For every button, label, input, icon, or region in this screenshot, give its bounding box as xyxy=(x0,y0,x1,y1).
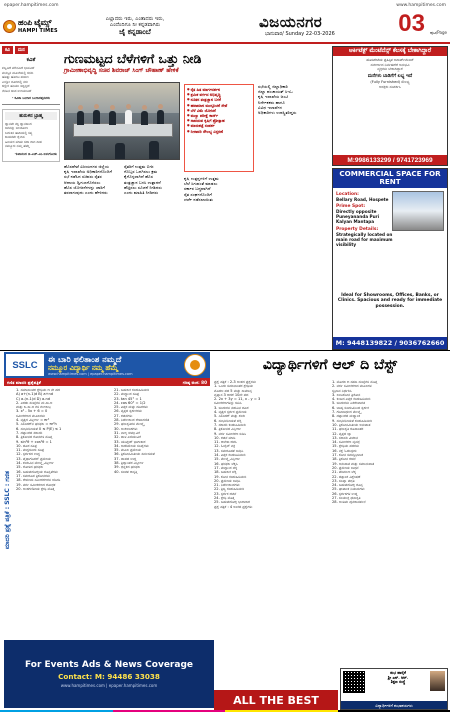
topic-left: ಗಣಿತ ಮಾದರಿ ಪ್ರಶ್ನೆಪತ್ರಿಕೆ xyxy=(7,379,41,385)
meeting-photo[interactable] xyxy=(64,82,180,160)
question-line: 22. ದತ್ತಾಂಶ ವಿಶ್ಲೇಷಣೆ xyxy=(332,474,361,479)
highlight-item: ● ಬೆಳೆ ವಿಮೆ ಯೋಜನೆ xyxy=(187,108,251,113)
question-line: 3. x² - 5x + 6 = 0 xyxy=(16,409,48,414)
question-line: 20. ಅಂಕಗಣಿತೀಯ ಶ್ರೇಢಿ ಮೊತ್ತ xyxy=(16,486,55,491)
question-column-1 xyxy=(16,388,112,638)
sslc-topic-bar xyxy=(4,378,210,386)
question-line: 14. ಶಂಕುವಿನ ಮೇಲ್ಮೈ ವಿಸ್ತೀರ್ಣ xyxy=(16,461,54,466)
poem-line: ಕಣ್ಣೀರ ಹನಿಯು ಸದ್ದಿಲ್ಲದೆ xyxy=(2,84,30,88)
question-line: 8. ತ್ರಿಕೋನದ ವಿಸ್ತೀರ್ಣ xyxy=(214,427,242,432)
ad-line: (Fully Furnished) ಸೌಲಭ್ಯ xyxy=(370,79,410,84)
sslc-side-label xyxy=(2,390,14,630)
question-line: 27. ಸಂಯುಕ್ತ ಘನಾಕೃತಿ xyxy=(332,496,361,501)
question-line: 34. ಅಪರಿಮೇಯ ಸಂಖ್ಯೆಗಳು xyxy=(114,443,149,448)
question-line: 11. ಆಲೇಖ ರಚಿಸಿ xyxy=(214,440,237,445)
question-line: 26. ಸ್ಪರ್ಶಕಗಳ ಉದ್ದ xyxy=(332,491,358,496)
commercial-space-ad[interactable] xyxy=(332,168,448,350)
question-line: 2. ಎರಡು ಸಂಖ್ಯೆಗಳ ಮ.ಸಾ.ಅ xyxy=(16,400,53,405)
events-ad[interactable] xyxy=(4,640,214,708)
question-line: 27. ರಚನೆಗಳು xyxy=(114,413,133,418)
logo-english: HAMPI TIMES xyxy=(18,28,58,34)
question-line: 3. ಲಂಬಕೋನ ತ್ರಿಕೋನ xyxy=(332,392,361,397)
question-line: 23. ಸಂಖ್ಯಾ ಪದ್ಧತಿ xyxy=(332,478,355,483)
poem-line: ನೆನಪಿನ ದೀಪ ಉರಿಯುತಿದೆ xyxy=(2,88,32,93)
question-line: 21. ಬಹುಲಕ ಕಂಡುಹಿಡಿಯಿರಿ xyxy=(114,388,150,392)
question-line: 23. ಸ್ಪರ್ಶಕ ರಚನೆ xyxy=(214,491,237,496)
highlight-item: ● ಶ್ರಮಿಕ ವರ್ಗದ ಅಭಿವೃದ್ಧಿ xyxy=(187,92,251,97)
question-line: 19. ಕೋನ ಕಂಡುಹಿಡಿಯಿರಿ xyxy=(214,474,247,479)
question-line: 6. ಬಾಹ್ಯ ಬಿಂದುವಿನಿಂದ ಸ್ಪರ್ಶಕ xyxy=(332,405,369,410)
question-line: 9. sin²θ + cos²θ = 1 xyxy=(16,439,52,444)
all-the-best-banner: ALL THE BEST xyxy=(214,690,338,710)
edition-block xyxy=(259,10,447,42)
article-line: ಸಭೆ ನಡೆಸಿದ ಸಚಿವರು ರೈತರ xyxy=(64,174,102,180)
quote-line: ಜ್ಞಾನವೇ ಶಕ್ತಿ ಜ್ಞಾನದಿಂದ xyxy=(5,121,32,126)
highlight-item: ● ಹವಾಮಾನ ಮುನ್ಸೂಚನೆ ಸೇವೆ xyxy=(187,103,251,108)
question-line: 14. ಎತ್ತರ ಕಂಡುಹಿಡಿಯಿರಿ xyxy=(214,453,246,458)
lead-article-col-2 xyxy=(124,164,180,340)
question-line: 6. ಸಂಭವನೀಯತೆ ಲೆಕ್ಕ xyxy=(214,418,242,423)
page-number: 03 xyxy=(398,10,425,37)
ad-line: ಹೊಸಪೇಟೆಯ ಪ್ರತಿಷ್ಠಿತ ಅಪಾರ್ಟ್‌ಮೆಂಟ್ xyxy=(366,58,414,62)
question-line: 4. ವೃತ್ತದ ವಿಸ್ತೀರ್ಣ = πr² xyxy=(16,418,50,423)
question-line: 8. ದತ್ತಾಂಶದ ಮಧ್ಯಾಂಕ xyxy=(332,414,361,419)
question-line: 31. ನಾಣ್ಯ ಚಿಮ್ಮುವಿಕೆ xyxy=(114,430,140,435)
ad-line: ಆಸಕ್ತರು ಸಂಪರ್ಕಿಸಿ xyxy=(379,84,401,89)
article-line: ಕೈಗೊಳ್ಳಲಾಗಿದೆ ಹೊಸ xyxy=(124,174,154,180)
question-line: 5. ಬಿಂದುಗಳು ಏಕರೇಖಾಗತ xyxy=(332,401,365,406)
highlight-item: ● ಸಾವಯವ ಕೃಷಿಗೆ ಪ್ರೋತ್ಸಾಹ xyxy=(187,118,251,123)
sponsor-line: ಶಿಕ್ಷಣ ಸಂಸ್ಥೆ xyxy=(390,679,406,685)
question-line: 1. ಮೊದಲ n ಸಹಜ ಸಂಖ್ಯೆಗಳ ಮೊತ್ತ xyxy=(332,380,378,384)
question-line: 10. ರಚನೆ ಮಾಡಿ xyxy=(214,435,236,440)
quotes-credit: -ಶಿವಾನಂದ ಚಿ.ಎಚ್.ಎಂ.ಬಿಳುಗೋಡು xyxy=(14,151,57,156)
question-line: 40. ಸಂಚಿತ ಆವೃತ್ತಿ xyxy=(114,469,138,474)
question-line: 17. ಸಮರೂಪ ತ್ರಿಕೋನಗಳು xyxy=(16,473,51,478)
top-url-bar xyxy=(0,0,450,10)
question-line: 39. ಛಿನ್ನಕದ ಘನಫಲ xyxy=(114,465,141,470)
article-line: ಹೆಚ್ಚಿಸಲು ಸೂಚನೆ ನೀಡಿದರು xyxy=(124,184,162,190)
question-line: 18. ರೇಖೀಯ ಸಮೀಕರಣಗಳ ಜೋಡಿ xyxy=(16,478,61,483)
question-line: 29. ಘನಾಕೃತಿಗಳ ಮೇಲ್ಮೈ xyxy=(114,422,145,427)
poem-title: ಕವಿತೆ xyxy=(26,57,36,63)
highlight-item: ● ರೈತ ಹಿತ ಮಾರ್ಗದರ್ಶನ xyxy=(187,87,251,92)
question-line: 11. ಮಧ್ಯಬಿಂದು ಸೂತ್ರ xyxy=(16,448,44,453)
property-details-label: Property Details: xyxy=(336,226,379,232)
question-line: 22. ತ್ರಿಜ್ಯ ಕಂಡುಹಿಡಿಯಿರಿ xyxy=(214,487,245,492)
question-line: 33. ಯೂಕ್ಲಿಡ್ ಭಾಗಾಕಾರ xyxy=(114,439,146,444)
question-line: 17. ಕೋನ ಸಮದ್ವಿಭಾಜಕ xyxy=(332,453,364,458)
photo-person xyxy=(141,111,148,125)
quotes-box xyxy=(2,109,60,163)
events-ad-line1: For Events Ads & News Coverage xyxy=(25,660,193,670)
question-line: 16. ನಕ್ಷೆ ಓದುವುದು xyxy=(332,448,357,453)
article-line: ಆದಾಯ ದ್ವಿಗುಣಗೊಳಿಸಲು xyxy=(64,179,101,185)
question-line: 13. ಸಮರೂಪತೆ ಸಾಧಿಸಿ xyxy=(214,448,244,453)
question-line: 20. ಪ್ರಮೇಯ ಸಾಧನೆ xyxy=(332,465,359,470)
article-line: ಕೃಷಿ ಇಲಾಖೆಯ ಅಧಿಕಾರಿಗಳೊಂದಿಗೆ xyxy=(64,169,113,175)
question-line: 7. ದತ್ತಾಂಶದ ಸರಾಸರಿ xyxy=(16,430,43,435)
maintenance-ad[interactable] xyxy=(332,46,448,166)
photo-table xyxy=(73,123,173,137)
question-line: 18. ಬಹುಲಕ ಲೆಕ್ಕ xyxy=(214,470,237,475)
left-tab-1[interactable]: ಕವಿ xyxy=(2,46,13,54)
maintenance-ad-title: ಆರ್ಕಿಟೆಕ್ಟ್ ಮೆಂಟೆನೆನ್ಸ್ ಕೆಲಸಕ್ಕೆ ಬೇಕಾಗಿದ್ದಾರೆ xyxy=(333,47,447,56)
question-line: 14. ಸಮೀಕರಣ ವ್ಯವಸ್ಥೆ xyxy=(332,440,360,445)
sponsor-bar: ವಿದ್ಯಾರ್ಥಿಗಳಿಗೆ ಶುಭಾಶಯಗಳು xyxy=(341,701,447,709)
question-line: C) a-(n-1)d D) a-nd xyxy=(16,396,51,401)
ad-line: ಮನೆಗಳು ಬಾಡಿಗೆಗೆ ಲಭ್ಯ ಇದೆ xyxy=(367,74,413,80)
highlight-item: ● ಮಾರುಕಟ್ಟೆ ಸಂಪರ್ಕ xyxy=(187,123,251,128)
photo-head xyxy=(126,104,131,109)
question-line: 15. ಮೇಲ್ಮೈ ವಿಸ್ತೀರ್ಣ xyxy=(214,457,241,462)
question-line: 19. ಅನುಪಾತ ಮತ್ತು ಸಮಾನುಪಾತ xyxy=(332,461,375,466)
quote-line: ಬದುಕಿನ ಹಾದಿಯಲ್ಲಿ ಸತ್ಯ xyxy=(5,130,33,135)
question-line: 13. ಪೈಥಾಗೊರಸ್ ಪ್ರಮೇಯ xyxy=(16,456,51,461)
question-line: 13. ಸರಾಸರಿ ವಿಚಲನ xyxy=(332,435,358,440)
location-value: Bellary Road, Hospete xyxy=(336,196,389,202)
question-line: ವ್ಯತ್ಯಾಸ 3 ಆದರೆ 10ನೇ ಪದ xyxy=(214,392,249,397)
building-photo xyxy=(392,191,444,231)
question-line: ಮೊದಲ ಪದ 5 ಮತ್ತು ಸಾಮಾನ್ಯ xyxy=(214,388,253,393)
highlight-item: ● ಮಣ್ಣು ಪರೀಕ್ಷೆ ಕಾರ್ಡ್ xyxy=(187,113,251,118)
question-line: 20. ಪ್ರಮೇಯ ಸಾಧಿಸಿ xyxy=(214,478,241,483)
question-line: 10. ತ್ರಿಕೋನಮಿತೀಯ ಅನುಪಾತ xyxy=(332,422,371,427)
question-line: 9. ವರ್ಗ ಸಮೀಕರಣ ಬಿಡಿಸಿ xyxy=(214,431,247,436)
slogan-line-1: ಎಲ್ಲಾದರು ಇರು, ಎಂತಾದರು ಇರು, xyxy=(105,15,165,22)
article-line: ಬೆಲೆ ಸಿಗುವಂತೆ ಮಾಡಲು xyxy=(184,181,218,187)
topic-right: ಗರಿಷ್ಠ ಅಂಕ: 80 xyxy=(182,379,207,385)
sponsor-photo xyxy=(430,671,445,691)
question-line: 37. ಚಾಪದ ಉದ್ದ xyxy=(114,456,137,461)
masthead-divider xyxy=(0,42,450,44)
quote-line: ಕಾಯಕವೇ ಕೈಲಾಸ xyxy=(5,135,25,139)
poem-line: ಎಲ್ಲೋ ದೂರದಲ್ಲಿ ನಗು xyxy=(2,79,28,84)
question-line: 25. ಎತ್ತರ ಮತ್ತು ದೂರಗಳು xyxy=(114,405,148,410)
question-line: ಸಮೀಕರಣದ ಮೂಲಗಳು xyxy=(16,413,45,418)
quote-line: ನಮ್ಮೂರು ನಮ್ಮ ಹೆಮ್ಮೆ xyxy=(5,144,30,148)
poem-block xyxy=(2,57,60,101)
sponsor-line: ಶುಭ ಹಾರೈಕೆ xyxy=(390,670,406,675)
prime-spot-value: Directly opposite Puneyananda Puri Kalyan Mantapa xyxy=(336,209,380,225)
question-line: ಪ್ರಶ್ನೆ ಪತ್ರಿಕೆ : 2-3 ಅಂಕದ ಪ್ರಶ್ನೆಗಳು xyxy=(214,380,256,384)
events-ad-contact: Contact: M: 94486 33038 xyxy=(58,672,160,681)
question-line: 25. ಬಹುಪದೋಕ್ತಿ ಭಾಗಾಕಾರ xyxy=(214,500,250,505)
photo-person xyxy=(157,110,164,124)
photo-person xyxy=(115,143,125,160)
sslc-web[interactable]: www.hampitimes.com | epaper.hampitimes.com xyxy=(48,372,133,376)
lead-article-col-1 xyxy=(64,164,122,340)
photo-head xyxy=(78,105,83,110)
logo-emblem-icon xyxy=(3,20,16,33)
photo-head xyxy=(110,105,115,110)
question-line: 5. ಸಿಲಿಂಡರ್‌ನ ಘನಫಲ = πr²h xyxy=(16,422,57,427)
question-line: 17. ಮಧ್ಯಾಂಕ ಲೆಕ್ಕ xyxy=(214,465,238,470)
commercial-ad-contact[interactable]: M: 9448139822 / 9036762660 xyxy=(333,337,447,349)
article-line: ಸರ್ಕಾರ ಬದ್ಧವಾಗಿದೆ xyxy=(184,186,211,192)
question-line: 21. ಪರಿಮಾಣ ಲೆಕ್ಕ xyxy=(332,470,356,475)
quote-line: ಹಿರಿಯರ ಮಾತು ಸದಾ ದಾರಿ ದೀಪ xyxy=(5,139,42,144)
article-line: ಗೊಬ್ಬರ ಒದಗಿಸಲು ಕ್ರಮ xyxy=(124,169,158,175)
poem-lines xyxy=(2,66,60,93)
lead-article-col-3 xyxy=(184,176,254,340)
question-line: ಸಮೀಕರಣಗಳನ್ನು ಬಿಡಿಸಿ xyxy=(214,401,242,406)
poem-line: ಮನಸ್ಸಿನ ಮೂಲೆಯಲ್ಲಿ ಕನಸು xyxy=(2,70,34,75)
article-line: ಅಧಿಕಾರಿಗಳು ಉಪಸ್ಥಿತರಿದ್ದರು xyxy=(258,110,297,116)
question-line: 9. ಸಂಭವನೀಯತೆ ಕಂಡುಹಿಡಿಯಿರಿ xyxy=(332,418,373,423)
lead-headline[interactable]: ಗುಣಮಟ್ಟದ ಬೆಳೆಗಳಿಗೆ ಒತ್ತು ನೀಡಿ xyxy=(64,51,202,66)
question-line: 7. ಗೋಳಾರ್ಧದ ಮೇಲ್ಮೈ xyxy=(332,410,362,415)
question-line: ಸ್ವಭಾವ ನಿರ್ಧರಿಸಿ xyxy=(332,388,352,393)
sslc-badge: SSLC xyxy=(6,354,44,376)
masthead xyxy=(0,10,450,42)
question-line: 11. ಘನಾಕೃತಿ ರೂಪಾಂತರ xyxy=(332,427,364,432)
property-details-value: Strategically located on main road for maximum visibility xyxy=(336,231,393,248)
question-line: 12. ಓಜೈವ್ ವಕ್ರ xyxy=(214,444,236,449)
quote-line: ಜಗವನ್ನು ಅರಿಯೋಣ xyxy=(5,126,29,130)
question-line: 7. ಸರಾಸರಿ ಕಂಡುಹಿಡಿಯಿರಿ xyxy=(214,422,246,427)
photo-person xyxy=(149,141,159,160)
lead-subhead: ಗ್ರಾಮೀಣಾಭಿವೃದ್ಧಿ ಸಚಿವ ಶಿವರಾಜ್ ಸಿಂಗ್ ಚೌಹಾಣ್ ಹೇಳಿಕೆ xyxy=(64,67,179,74)
question-column-3 xyxy=(214,380,328,686)
photo-person xyxy=(77,111,84,125)
question-line: 3. ಬಿಂದುಗಳ ನಡುವಿನ ದೂರ xyxy=(214,405,249,410)
photo-head xyxy=(94,104,99,109)
edition-date: ಭಾನುವಾರ/ Sunday 22-03-2026 xyxy=(265,31,335,37)
photo-person xyxy=(83,141,93,160)
question-line: 24. ಬಹುಪದೋಕ್ತಿ ಶೂನ್ಯ xyxy=(332,483,363,488)
photo-person xyxy=(125,110,132,124)
left-column-tabs xyxy=(2,46,60,54)
question-line: ಮತ್ತು ಲ.ಸಾ.ಅ ಗಳ ಗುಣಲಬ್ಧ xyxy=(16,405,51,410)
events-ad-web: www.hampitimes.com | epaper.hampitimes.com xyxy=(60,683,158,688)
poem-line: ಶಬ್ದವಿದೆ ಮೌನವಿದೆ ಭಾವವಿದೆ xyxy=(2,66,35,70)
question-line: 23. tan 45° = 1 xyxy=(114,396,142,401)
question-line: 26. ವೃತ್ತದ ಸ್ಪರ್ಶಕಗಳು xyxy=(114,409,142,414)
question-line: 16. ಘನಫಲ ಲೆಕ್ಕಿಸಿ xyxy=(214,461,238,466)
location-label: Location: xyxy=(336,191,359,197)
site-url[interactable]: www.hampitimes.com xyxy=(396,2,446,8)
sslc-banner xyxy=(4,352,210,378)
article-line: ನಿರ್ದೇಶಕರು ಹಾಗೂ xyxy=(258,99,285,105)
highlight-item: ● ನೀರಾವರಿ ಸೌಲಭ್ಯ ವಿಸ್ತರಣೆ xyxy=(187,129,251,134)
logo-kannada: ಹಂಪಿ ಟೈಮ್ಸ್ xyxy=(18,18,52,27)
highlight-item: ● ನೂತನ ತಂತ್ರಜ್ಞಾನ ಬಳಕೆ xyxy=(187,97,251,102)
edition-title: ವಿಜಯನಗರ xyxy=(259,13,323,31)
sslc-subtitle: ನಮ್ಮೂರ ವಿದ್ಯಾರ್ಥಿ ನಮ್ಮ ಹೆಮ್ಮೆ xyxy=(48,364,119,372)
slogan-line-2: ಎಂದೆಂದಿಗೂ ನೀ ಕನ್ನಡವಾಗಿರು xyxy=(109,22,161,28)
question-line: 2. ವರ್ಗ ಸಮೀಕರಣದ ಮೂಲಗಳ xyxy=(332,384,372,389)
section-divider xyxy=(0,350,450,351)
ad-line: ವ್ಯಕ್ತಿಗಳು ಬೇಕಾಗಿದ್ದಾರೆ xyxy=(377,67,403,72)
question-line: A) a+(n-1)d B) a+nd xyxy=(16,392,54,397)
sslc-title: ಈ ಬಾರಿ ಫಲಿತಾಂಶ ನಮ್ಮದೆ xyxy=(48,354,122,364)
left-tab-2[interactable]: ಮನ xyxy=(15,46,28,54)
question-line: 4. ವೃತ್ತದ ಸ್ಪರ್ಶಕ ಪ್ರಮೇಯ xyxy=(214,410,247,415)
all-the-best-headline: ವಿದ್ಯಾರ್ಥಿಗಳಿಗೆ ಆಲ್ ದಿ ಬೆಸ್ಟ್ xyxy=(262,357,398,373)
article-line: ಸಭೆಯಲ್ಲಿ ಜಿಲ್ಲಾಧಿಕಾರಿ xyxy=(258,84,288,89)
question-line: 15. ಗೋಳದ ಘನಫಲ xyxy=(16,465,44,470)
question-line: 35. ಮೂಲ ಪ್ರಮೇಯ xyxy=(114,448,141,453)
ad-line: ಸಂಕೀರ್ಣದ ನಿರ್ವಹಣೆಗೆ ಅನುಭವಿ xyxy=(370,62,410,67)
question-column-4 xyxy=(332,380,448,666)
sponsor-line: ಶ್ರೀ ಎನ್. ಆರ್. xyxy=(387,674,409,680)
question-line: 28. ಅಂತಿಮ ಪುನರಾವರ್ತನೆ xyxy=(332,500,366,505)
highlights-box xyxy=(184,84,254,172)
question-line: 4. ಕಂಬದ ಎತ್ತರ ಕಂಡುಹಿಡಿಯಿರಿ xyxy=(332,397,371,402)
slogan-line-3: ಜೈ ಕನ್ನಡಾಂಬೆ xyxy=(119,27,151,37)
question-column-2 xyxy=(114,388,210,638)
article-line: ತಂತ್ರಜ್ಞಾನ ಬಳಸಿ ಉತ್ಪಾದನೆ xyxy=(124,179,161,185)
sslc-logo-icon xyxy=(184,354,206,376)
commercial-ad-title: COMMERCIAL SPACE FOR RENT xyxy=(333,169,447,188)
kannada-slogan xyxy=(77,12,193,40)
question-line: 36. ತ್ರಿಕೋನಮಿತೀಯ ಸರ್ವಸಮತೆ xyxy=(114,452,155,457)
question-line: 24. cos 60° = 1/2 xyxy=(114,400,146,405)
left-divider xyxy=(2,104,60,105)
question-line: 12. ವೃತ್ತದ ಜ್ಯಾ xyxy=(332,431,352,436)
left-column xyxy=(2,46,60,346)
article-line: ಹೊಸಪೇಟೆ ವಿಜಯನಗರ ಜಿಲ್ಲೆಯ xyxy=(64,164,110,169)
question-line: 2. 2x + 3y = 11, x - y = 3 xyxy=(214,397,261,402)
question-line: 8. ತ್ರಿಕೋನದ ಕೋನಗಳ ಮೊತ್ತ xyxy=(16,435,53,440)
article-line: ತರಲಾಗುವುದು ಎಂದು ಹೇಳಿದರು xyxy=(64,190,108,196)
question-line: 38. ತ್ರಿಜ್ಯಾಂತರ ವಿಸ್ತೀರ್ಣ xyxy=(114,461,144,466)
lead-article-col-4 xyxy=(258,84,330,340)
question-line: 12. ಸ್ಪರ್ಶಕದ ಉದ್ದ xyxy=(16,452,40,457)
question-line: 30. ಅಂಕಿಅಂಶಗಳು xyxy=(114,426,138,431)
question-line: ಪ್ರಶ್ನೆ ಪತ್ರಿಕೆ : 4 ಅಂಕದ ಪ್ರಶ್ನೆಗಳು xyxy=(214,504,253,509)
question-line: 1. ಸಮಾನಾಂತರ ಶ್ರೇಢಿಯ n ನೇ ಪದ xyxy=(16,388,60,392)
lead-story-header xyxy=(64,52,330,76)
photo-person xyxy=(93,110,100,124)
question-line: 24. ಶ್ರೇಢಿ ಮೊತ್ತ xyxy=(214,496,235,501)
question-line: 5. ಸಿಲಿಂಡರ್ ಮತ್ತು ಶಂಕು xyxy=(214,414,246,419)
question-line: 15. ಶ್ರೇಢಿಯ ಪದಗಳು xyxy=(332,444,360,449)
question-line: 21. ನಿರ್ದೇಶಾಂಕಗಳು xyxy=(214,483,240,488)
qr-code-icon[interactable] xyxy=(343,671,365,693)
photo-person xyxy=(109,111,116,125)
article-line: ವಿವಿಧ ಇಲಾಖೆಗಳ xyxy=(258,104,283,110)
question-line: 6. ಸಂಭವನೀಯತೆ 0 ≤ P(E) ≤ 1 xyxy=(16,426,62,431)
sslc-side-text: ಮಾದರಿ ಪ್ರಶ್ನೆ ಪತ್ರಿಕೆ : SSLC : ಗಣಿತ xyxy=(4,470,11,550)
question-line: 22. ಮಧ್ಯಾಂಕ ಸೂತ್ರ xyxy=(114,392,139,397)
question-line: 16. ಬಹುಪದೋಕ್ತಿಯ ಶೂನ್ಯತೆಗಳು xyxy=(16,469,58,474)
prime-spot-label: Prime Spot: xyxy=(336,204,366,210)
page-label: ಪುಟ/Page xyxy=(430,30,447,35)
question-line: 1. ಒಂದು ಸಮಾನಾಂತರ ಶ್ರೇಢಿಯ xyxy=(214,384,253,389)
question-line: 10. ದೂರ ಸೂತ್ರ xyxy=(16,443,37,448)
quotes-box-title: ಹುರುಳಿನ ಬ್ರಾಹ್ಮ xyxy=(5,112,57,120)
article-line: ಜಿಲ್ಲಾ ಪಂಚಾಯತ್ ಸಿಇಒ xyxy=(258,89,293,95)
sponsor-text xyxy=(367,671,429,685)
question-line: 19. ವರ್ಗ ಸಮೀಕರಣದ ಶೋಧಕ xyxy=(16,482,56,487)
article-line: ಚರ್ಚೆ ನಡೆಸಲಾಯಿತು xyxy=(184,196,214,202)
poem-line: ಹೊತ್ತು ಹೊರಟ ಪಯಣ xyxy=(2,75,29,79)
photo-head xyxy=(142,105,147,110)
maintenance-ad-phones[interactable]: M:9986133299 / 9741723969 xyxy=(333,155,447,165)
quotes-lines xyxy=(5,122,57,149)
article-line: ಹೊಸ ಯೋಜನೆಗಳನ್ನು ಜಾರಿಗೆ xyxy=(64,184,105,190)
article-line: ರೈತ ಸಂಘಗಳೊಂದಿಗೆ xyxy=(184,191,212,197)
poem-credit: - ಕವಿತಾ ಬಂಗಾರ ಬಂಗಾರಪ್ಪನವರು xyxy=(11,96,51,100)
question-line: 32. ದಾಳ ಎಸೆಯುವಿಕೆ xyxy=(114,435,141,440)
hampi-times-logo[interactable] xyxy=(3,12,73,40)
photo-head xyxy=(158,104,163,109)
commercial-ad-ideal: Ideal for Showrooms, Offices, Banks, or Clinics. Spacious and ready for immediate possession. xyxy=(337,293,443,309)
article-line: ರೈತರಿಗೆ ಉತ್ತಮ ಬೀಜ xyxy=(124,164,154,169)
question-line: 28. ನಿರ್ದೇಶಾಂಕ ರೇಖಾಗಣಿತ xyxy=(114,418,150,423)
sponsor-box[interactable] xyxy=(340,668,448,710)
question-line: 25. ಘಾತಾಂಕ ನಿಯಮಗಳು xyxy=(332,487,365,492)
maintenance-ad-body xyxy=(333,56,447,91)
article-line: ಕೃಷಿ ಉತ್ಪನ್ನಗಳಿಗೆ ಉತ್ತಮ xyxy=(184,176,219,181)
epaper-url[interactable]: epaper.hampitimes.com xyxy=(4,2,59,8)
article-line: ಕೃಷಿ ಇಲಾಖೆಯ ಜಂಟಿ xyxy=(258,94,289,100)
article-line: ಎಂದು ಮಾಹಿತಿ ನೀಡಿದರು xyxy=(124,190,159,196)
question-line: 18. ತ್ರಿಕೋನ ರಚನೆ xyxy=(332,457,356,462)
